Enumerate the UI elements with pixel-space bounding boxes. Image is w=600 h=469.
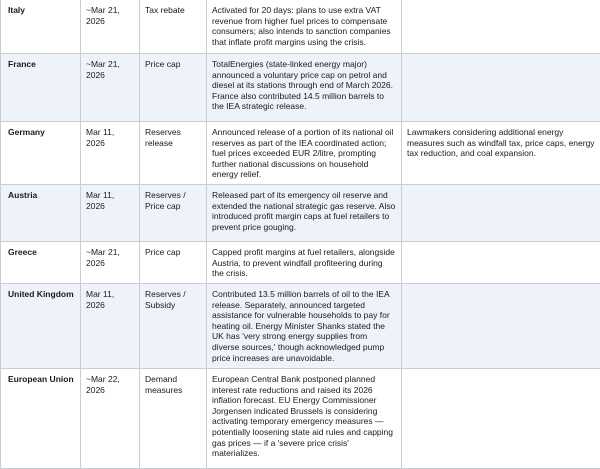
table-row-germany [1,122,600,185]
measure-type-cell: Reserves / Price cap [140,184,207,241]
table-row-greece [1,241,600,283]
table-row-austria [1,184,600,241]
description-cell: Activated for 20 days: plans to use extra VAT revenue from higher fuel prices to compensate consumers; also intends to sanction companies that inflate profit margins using the crisis. [207,0,402,54]
notes-cell [402,0,600,54]
country-cell: Greece [1,241,81,283]
description-cell: TotalEnergies (state-linked energy major) announced a voluntary price cap on petrol and diesel at its stations through end of March 2026. France also contributed 14.5 million barrels to the IEA strategic release. [207,54,402,122]
description-cell: Contributed 13.5 million barrels of oil to the IEA release. Separately, announced targeted assistance for vulnerable households to pay for heating oil. Energy Minister Shanks stated the UK has 'very strong energy supplies from diverse sources,' though acknowledged pump price increases are unavoidable. [207,283,402,368]
description-cell: Released part of its emergency oil reserve and extended the national strategic gas reserve. Also introduced profit margin caps at fuel retailers to prevent price gouging. [207,184,402,241]
country-cell: France [1,54,81,122]
table-row-france [1,54,600,122]
country-cell: Italy [1,0,81,54]
measure-type-cell: Tax rebate [140,0,207,54]
date-cell: Mar 11, 2026 [81,283,140,368]
date-cell: Mar 11, 2026 [81,184,140,241]
country-cell: Germany [1,122,81,185]
date-cell: Mar 11, 2026 [81,122,140,185]
notes-cell [402,54,600,122]
notes-cell [402,184,600,241]
measure-type-cell: Price cap [140,241,207,283]
date-cell: ~Mar 21, 2026 [81,0,140,54]
country-cell: European Union [1,368,81,468]
description-cell: European Central Bank postponed planned interest rate reductions and raised its 2026 inflation forecast. EU Energy Commissioner Jorgensen indicated Brussels is considering activating temporary emergency measures — potentially loosening state aid rules and capping gas prices — if a 'severe price crisis' materializes. [207,368,402,468]
notes-cell [402,283,600,368]
notes-cell: Lawmakers considering additional energy measures such as windfall tax, price caps, energy tax reduction, and coal expansion. [402,122,600,185]
measure-type-cell: Price cap [140,54,207,122]
table-row-european-union [1,368,600,468]
date-cell: ~Mar 21, 2026 [81,241,140,283]
measure-type-cell: Reserves release [140,122,207,185]
country-cell: Austria [1,184,81,241]
notes-cell [402,368,600,468]
table-row-united-kingdom [1,283,600,368]
measure-type-cell: Reserves / Subsidy [140,283,207,368]
description-cell: Announced release of a portion of its national oil reserves as part of the IEA coordinated action; fuel prices exceeded EUR 2/litre, prompting further national discussions on household energy relief. [207,122,402,185]
date-cell: ~Mar 21, 2026 [81,54,140,122]
date-cell: ~Mar 22, 2026 [81,368,140,468]
country-cell: United Kingdom [1,283,81,368]
notes-cell [402,241,600,283]
description-cell: Capped profit margins at fuel retailers, alongside Austria, to prevent windfall profiteering during the crisis. [207,241,402,283]
table-row-italy [1,0,600,54]
measure-type-cell: Demand measures [140,368,207,468]
